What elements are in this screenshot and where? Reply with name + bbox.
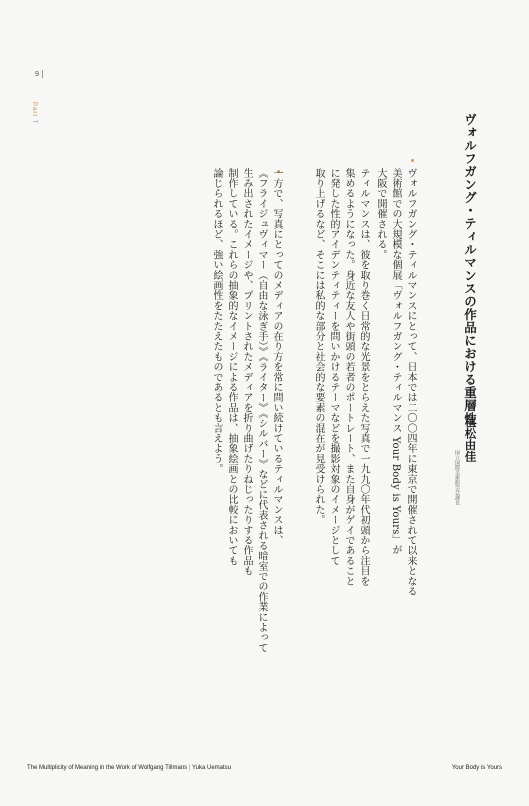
body-line: 美術館での大規模な個展「ヴォルフガング・ティルマンス Your Body is Yours」が bbox=[390, 168, 401, 555]
page-number-rule bbox=[42, 70, 43, 78]
footer-left: The Multiplicity of Meaning in the Work of Wolfgang Tillmans | Yuka Uematsu bbox=[27, 765, 232, 771]
body-line: に発した性的アイデンティティーを問いかけるテーマなどを撮影対象のイメージとして bbox=[328, 168, 339, 566]
footer-right: Your Body is Yours bbox=[451, 765, 502, 771]
part-label: Part T bbox=[31, 102, 37, 125]
paragraph-marker-1 bbox=[411, 159, 414, 162]
body-line: 集めるようになった。身近な友人や街頭の若者のポートレート、また自身がゲイであること bbox=[343, 168, 354, 587]
body-line: ティルマンスは、彼を取り巻く日常的な光景をとらえた写真で一九九〇年代初頭から注目を bbox=[358, 168, 369, 587]
page-number: 9 bbox=[35, 71, 39, 78]
body-line: 制作している。これらの抽象的なイメージによる作品は、抽象絵画との比較においても bbox=[226, 168, 237, 566]
body-line: 論じられるほど、強い絵画性をたたえたものであるとも言えよう。 bbox=[211, 168, 222, 474]
body-line: 大阪で開催される。 bbox=[375, 168, 386, 260]
author-affiliation: 国立国際美術館学芸課長 bbox=[454, 450, 460, 505]
footer-author: Yuka Uematsu bbox=[191, 765, 232, 771]
body-line: ヴォルフガング・ティルマンスにとって、日本では二〇〇四年に東京で開催されて以来となる bbox=[405, 168, 416, 597]
footer-article-title: The Multiplicity of Meaning in the Work of Wolfgang Tillmans bbox=[27, 765, 188, 771]
body-line: 一方で、写真にとってのメディアの在り方を常に問い続けているティルマンスは、 bbox=[271, 168, 282, 546]
author-name: 植松由佳 bbox=[463, 416, 478, 462]
body-line: 生み出されたイメージや、プリントされたメディアを折り曲げたりねじったりする作品も bbox=[241, 168, 252, 576]
body-line: 《フライジュヴィマー（自由な泳ぎ手）》《ライター》《シルバー》などに代表される暗室での作業によって bbox=[256, 168, 267, 653]
body-line: 取り上げるなど、そこには私的な部分と社会的な要素の混在が見受けられた。 bbox=[313, 168, 324, 525]
article-title: ヴォルフガング・ティルマンスの作品における重層性 bbox=[462, 113, 478, 425]
